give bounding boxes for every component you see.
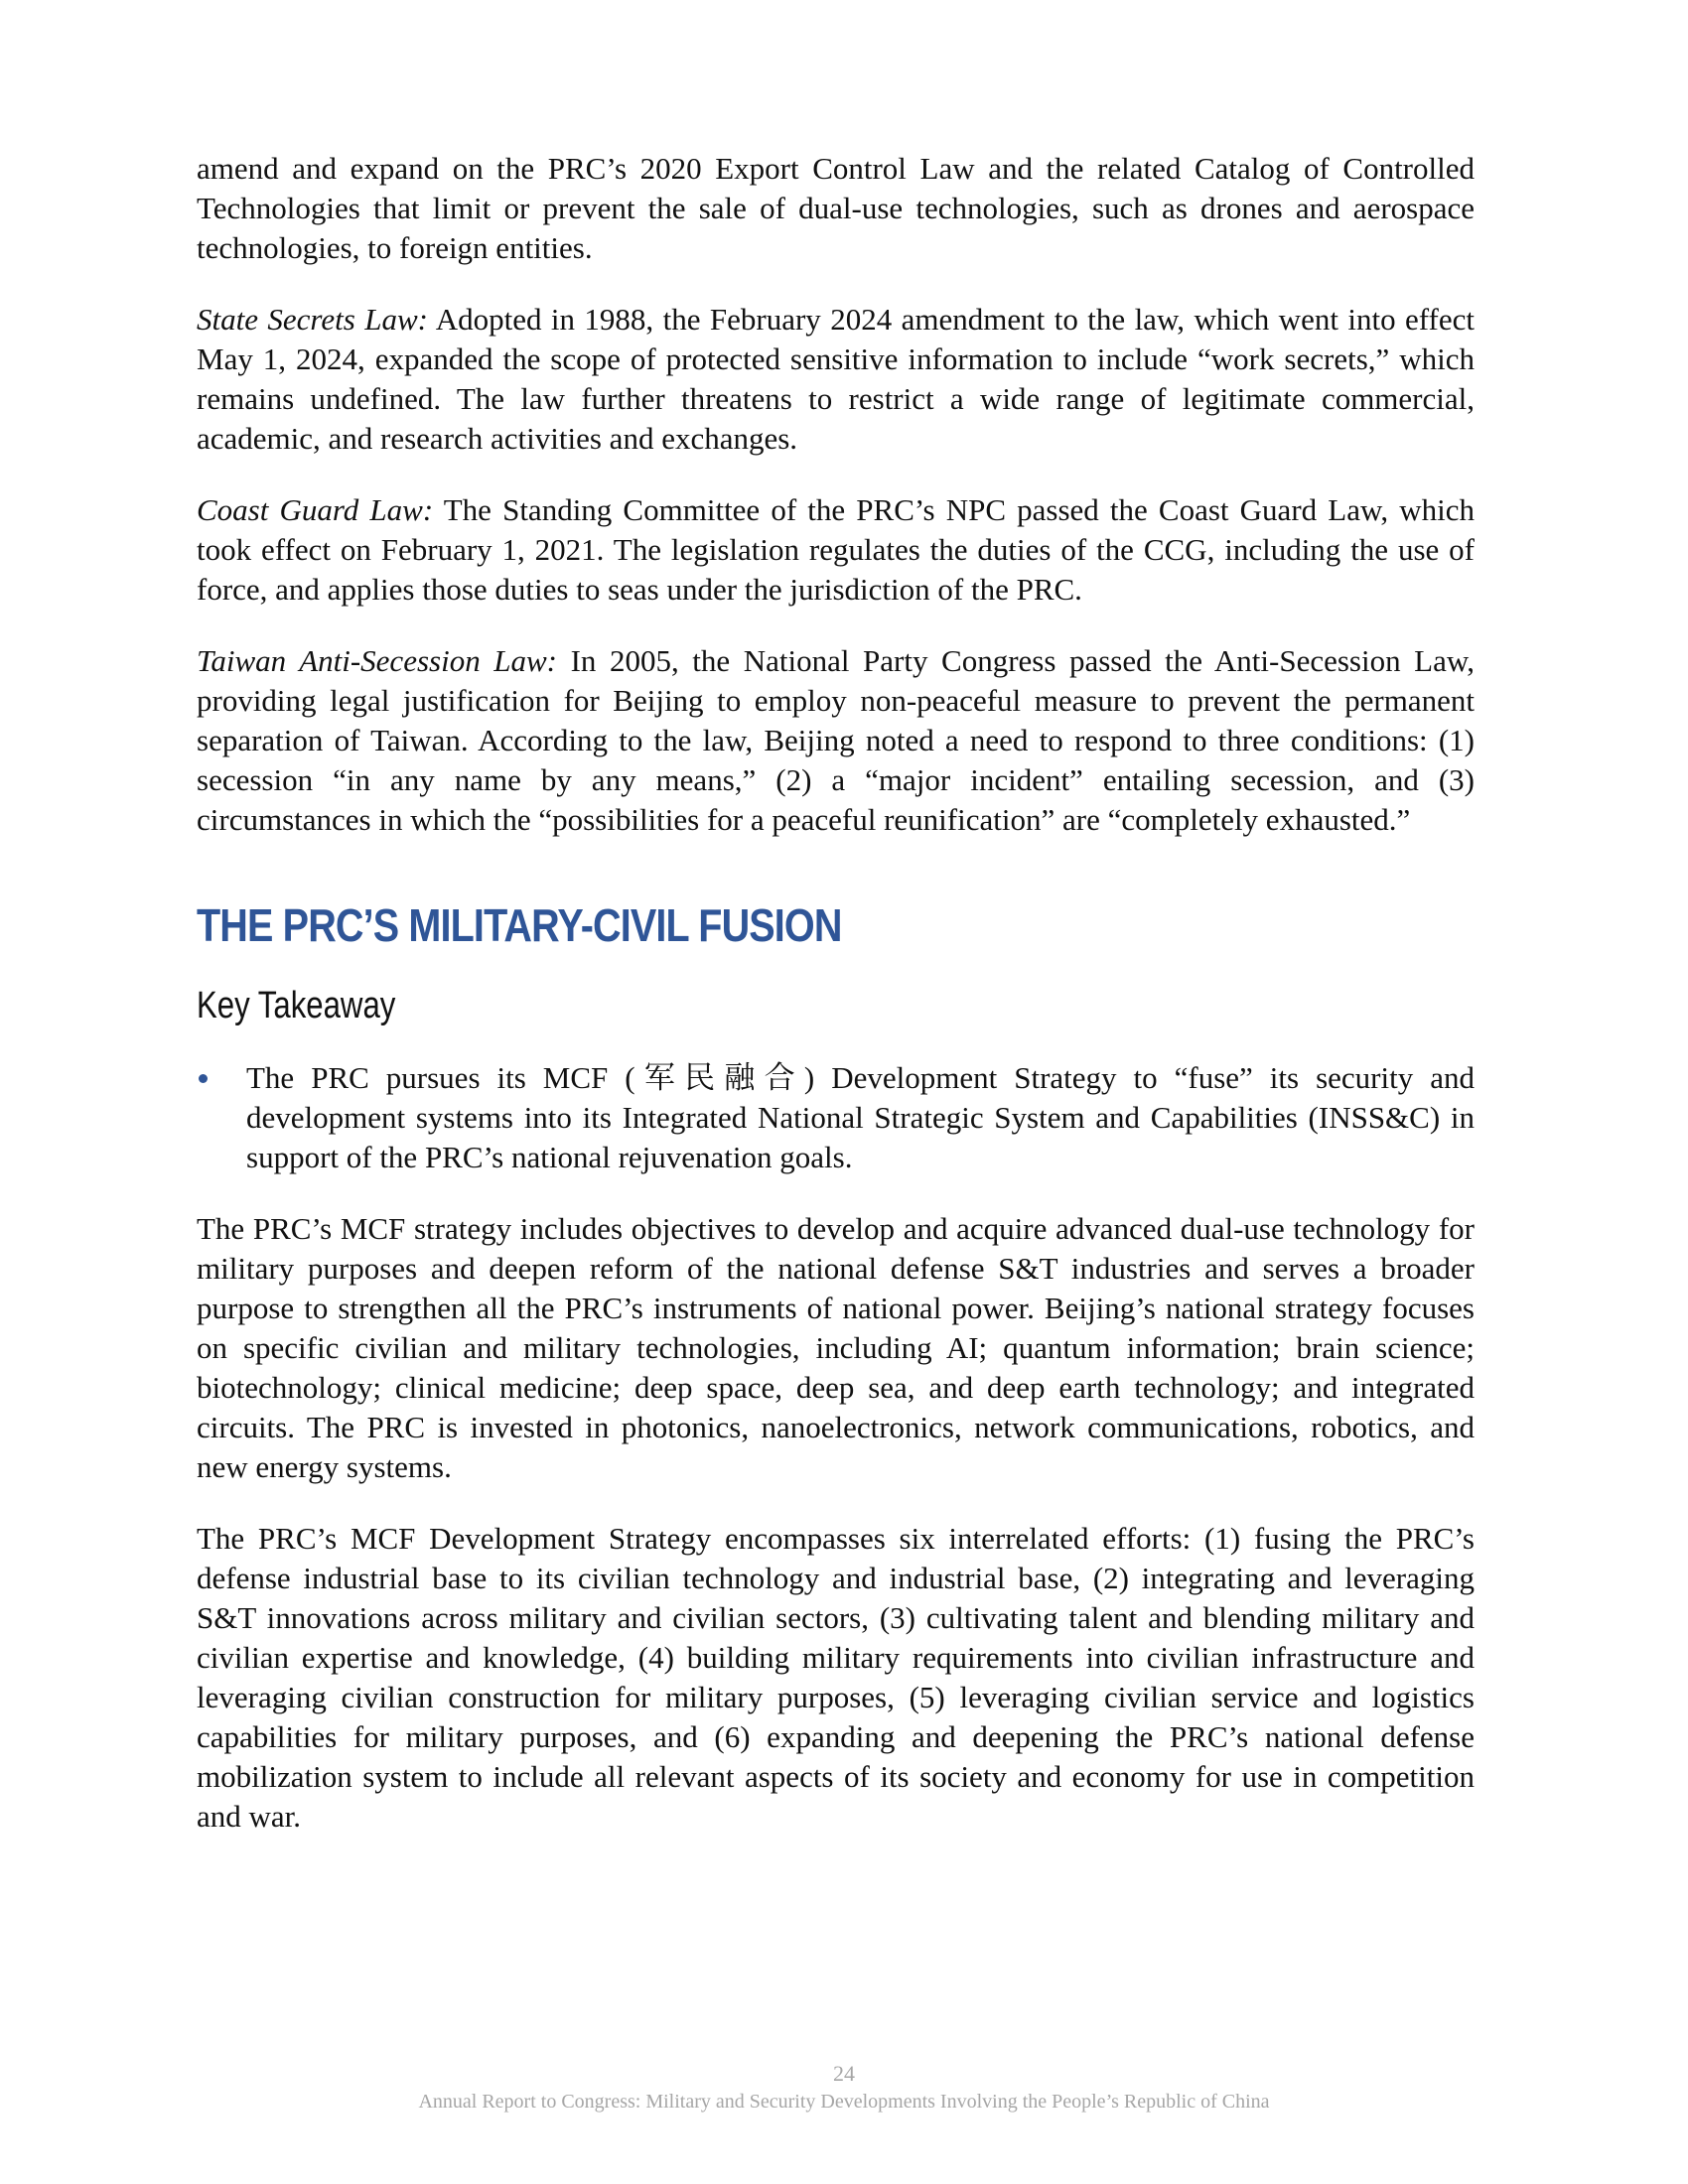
- paragraph-coast-guard-law: [197, 490, 1475, 610]
- paragraph-text: The Standing Committee of the PRC’s NPC passed the Coast Guard Law, which took effect on February 1, 2021. The legislation regulates the duties of the CCG, including the use of force, and applies those duties to seas under the jurisdiction of the PRC.: [197, 492, 1475, 607]
- paragraph-taiwan-anti-secession-law: [197, 641, 1475, 840]
- paragraph-lead: State Secrets Law:: [197, 302, 428, 337]
- paragraph-lead: Coast Guard Law:: [197, 492, 434, 527]
- paragraph-text: In 2005, the National Party Congress passed the Anti-Secession Law, providing legal justification for Beijing to employ non-peaceful measure to prevent the permanent separation of Taiwan. According to the law, Beijing noted a need to respond to three conditions: (1) secession “in any name by any means,” (2) a “major incident” entailing secession, and (3) circumstances in which the “possibilities for a peaceful reunification” are “completely exhausted.”: [197, 643, 1475, 837]
- paragraph-mcf-six-efforts: The PRC’s MCF Development Strategy encompasses six interrelated efforts: (1) fusing the PRC’s defense industrial base to its civilian technology and industrial base, (2) integrating and leveraging S&T innovations across military and civilian sectors, (3) cultivating talent and blending military and civilian expertise and knowledge, (4) building military requirements into civilian infrastructure and leveraging civilian construction for military purposes, (5) leveraging civilian service and logistics capabilities for military purposes, and (6) expanding and deepening the PRC’s national defense mobilization system to include all relevant aspects of its society and economy for use in competition and war.: [197, 1521, 1475, 1834]
- paragraph-lead: Taiwan Anti-Secession Law:: [197, 643, 557, 678]
- paragraph-text: amend and expand on the PRC’s 2020 Export Control Law and the related Catalog of Controlled Technologies that limit or prevent the sale of dual-use technologies, such as drones and aerospace technologies, to foreign entities.: [197, 151, 1475, 265]
- key-takeaway-heading: Key Takeaway: [197, 985, 396, 1026]
- bullet-icon: [199, 1074, 208, 1083]
- paragraph-state-secrets-law: [197, 300, 1475, 459]
- footer-report-title: Annual Report to Congress: Military and Security Developments Involving the People’s Republic of China: [418, 2091, 1270, 2113]
- key-takeaway-list: [197, 1058, 1475, 1177]
- bullet-text: The PRC pursues its MCF (军民融合) Development Strategy to “fuse” its security and development systems into its Integrated National Strategic System and Capabilities (INSS&C) in support of the PRC’s national rejuvenation goals.: [246, 1060, 1475, 1174]
- document-page: [197, 149, 1475, 1868]
- key-takeaway-item: [197, 1058, 1475, 1177]
- paragraph-mcf-strategy: The PRC’s MCF strategy includes objectives to develop and acquire advanced dual-use technology for military purposes and deepen reform of the national defense S&T industries and serves a broader purpose to strengthen all the PRC’s instruments of national power. Beijing’s national strategy focuses on specific civilian and military technologies, including AI; quantum information; brain science; biotechnology; clinical medicine; deep space, deep sea, and deep earth technology; and integrated circuits. The PRC is invested in photonics, nanoelectronics, network communications, robotics, and new energy systems.: [197, 1211, 1475, 1484]
- paragraph-text: Adopted in 1988, the February 2024 amendment to the law, which went into effect May 1, 2024, expanded the scope of protected sensitive information to include “work secrets,” which remains undefined. The law further threatens to restrict a wide range of legitimate commercial, academic, and research activities and exchanges.: [197, 302, 1476, 456]
- footer-page-number: 24: [833, 2061, 855, 2086]
- section-heading: THE PRC’S MILITARY-CIVIL FUSION: [197, 899, 842, 951]
- paragraph-export-control: [197, 149, 1475, 268]
